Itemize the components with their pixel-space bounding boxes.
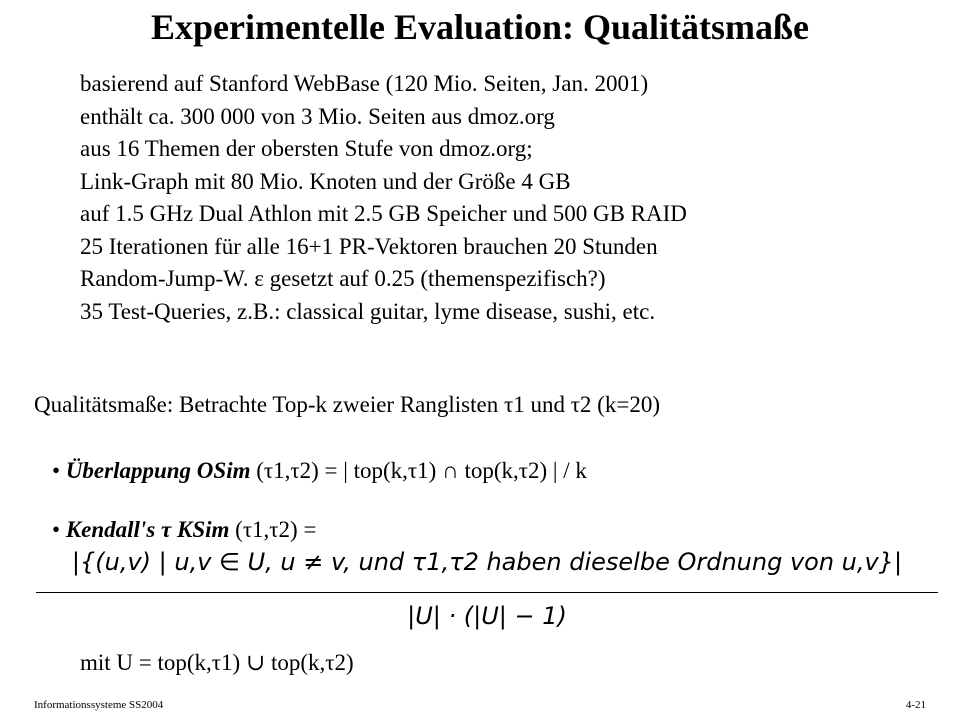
facts-list xyxy=(80,68,687,328)
ksim-formula xyxy=(32,548,942,636)
formula-numerator: |{(u,v) | u,v ∈ U, u ≠ v, und τ1,τ2 haben dieselbe Ordnung von u,v}| xyxy=(71,548,903,576)
fact-item: 25 Iterationen für alle 16+1 PR-Vektoren brauchen 20 Stunden xyxy=(80,233,658,259)
slide-title: Experimentelle Evaluation: Qualitätsmaße xyxy=(151,7,809,47)
bullet-text: (τ1,τ2) = xyxy=(229,517,317,542)
footer-page-number: 4-21 xyxy=(905,699,926,711)
bullet-label: Überlappung OSim xyxy=(65,458,251,483)
fact-item: basierend auf Stanford WebBase (120 Mio. Seiten, Jan. 2001) xyxy=(80,71,649,96)
bullet-kendall xyxy=(52,517,316,543)
u-definition: mit U = top(k,τ1) ∪ top(k,τ2) xyxy=(80,650,354,675)
fraction-line xyxy=(36,592,938,593)
fact-item: auf 1.5 GHz Dual Athlon mit 2.5 GB Speicher und 500 GB RAID xyxy=(80,201,687,226)
fact-item: Link-Graph mit 80 Mio. Knoten und der Größe 4 GB xyxy=(80,168,571,194)
bullet-text: (τ1,τ2) = | top(k,τ1) ∩ top(k,τ2) | / k xyxy=(250,458,587,483)
bullet-marker: • xyxy=(52,458,61,483)
fact-item: enthält ca. 300 000 von 3 Mio. Seiten aus dmoz.org xyxy=(80,103,555,129)
fact-item: aus 16 Themen der obersten Stufe von dmoz.org; xyxy=(80,136,533,161)
footer-course: Informationssysteme SS2004 xyxy=(34,699,164,711)
fact-item: 35 Test-Queries, z.B.: classical guitar, lyme disease, sushi, etc. xyxy=(80,298,656,324)
bullet-overlap xyxy=(52,458,587,484)
bullet-label: Kendall's τ KSim xyxy=(65,517,230,542)
bullet-marker: • xyxy=(52,517,61,542)
fact-item: Random-Jump-W. ε gesetzt auf 0.25 (themenspezifisch?) xyxy=(80,266,606,291)
formula-denominator: |U| · (|U| − 1) xyxy=(407,602,567,630)
measures-heading: Qualitätsmaße: Betrachte Top-k zweier Ranglisten τ1 und τ2 (k=20) xyxy=(34,392,660,417)
